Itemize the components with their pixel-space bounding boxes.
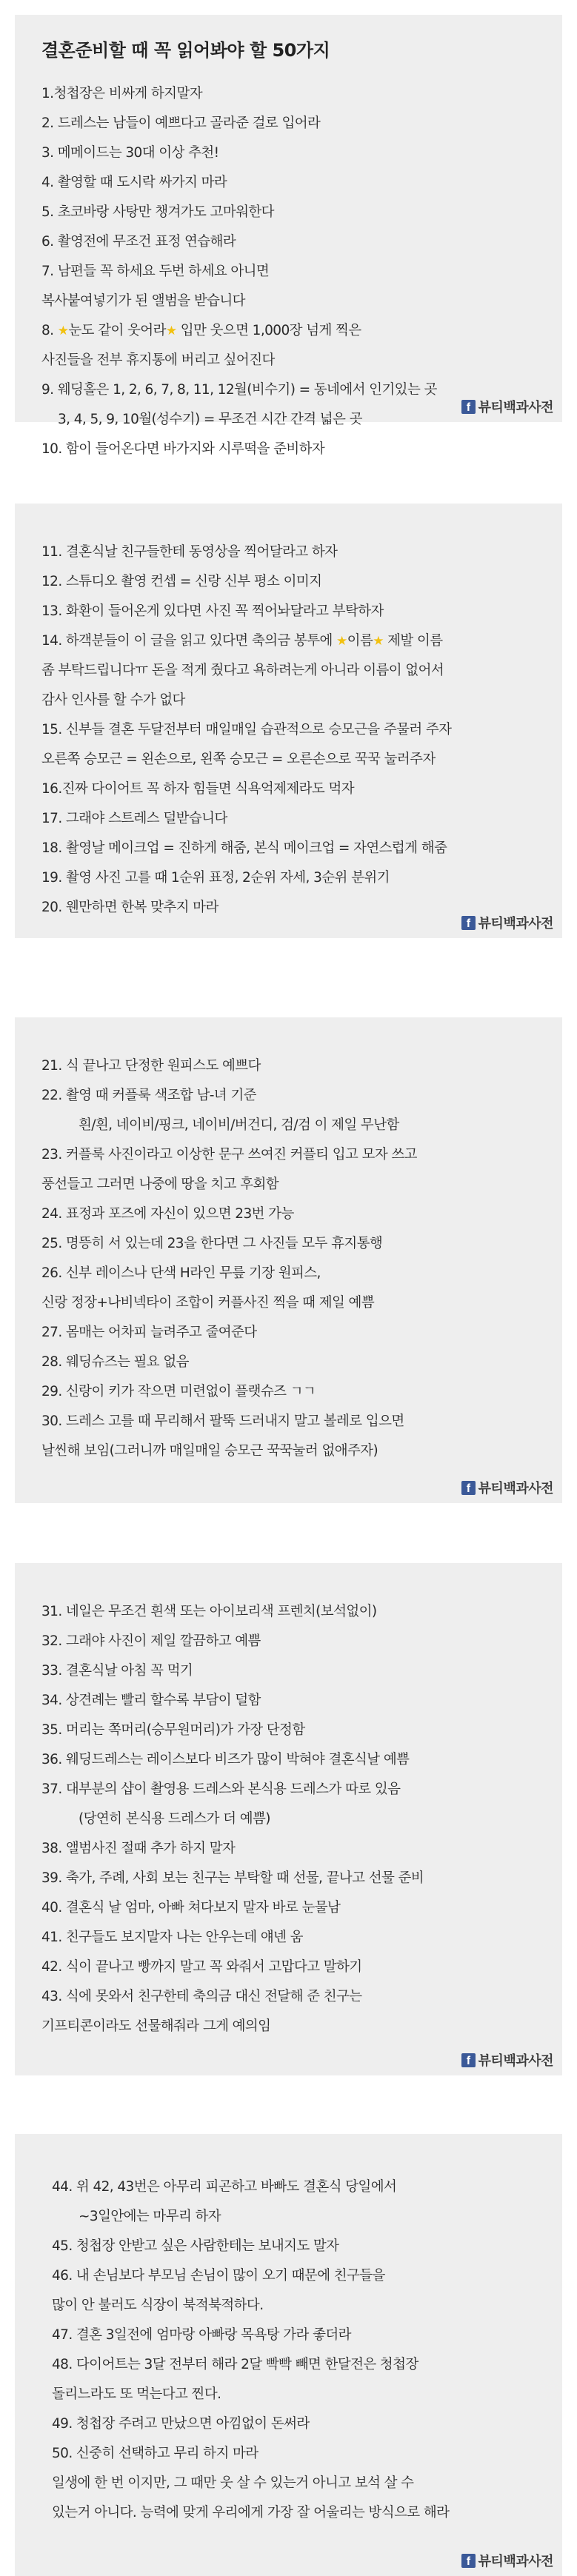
- list-item: 42. 식이 끝나고 빵까지 말고 꼭 와줘서 고맙다고 말하기: [41, 1959, 362, 1975]
- list-item: ~3일안에는 마무리 하자: [79, 2209, 221, 2224]
- list-item: 50. 신중히 선택하고 무리 하지 마라: [52, 2446, 259, 2461]
- list-item: 39. 축가, 주례, 사회 보는 친구는 부탁할 때 선물, 끝나고 선물 준비: [41, 1870, 424, 1886]
- brand-logo: f 뷰티백과사전: [461, 2551, 553, 2570]
- star-icon: ★: [57, 324, 69, 338]
- list-item: 사진들을 전부 휴지통에 버리고 싶어진다: [41, 352, 275, 368]
- panel-2: [15, 504, 562, 938]
- list-item: 흰/흰, 네이비/핑크, 네이비/버건디, 검/검 이 제일 무난함: [79, 1117, 399, 1133]
- list-item: 19. 촬영 사진 고를 때 1순위 표정, 2순위 자세, 3순위 분위기: [41, 870, 390, 886]
- brand-logo: f 뷰티백과사전: [461, 2050, 553, 2070]
- list-item: 40. 결혼식 날 엄마, 아빠 쳐다보지 말자 바로 눈물남: [41, 1900, 341, 1916]
- list-item: 46. 내 손님보다 부모님 손님이 많이 오기 때문에 친구들을: [52, 2268, 385, 2284]
- list-item: 날씬해 보임(그러니까 매일매일 승모근 꾹꾹눌러 없애주자): [41, 1443, 378, 1459]
- facebook-icon: f: [461, 1481, 476, 1495]
- list-item: 5. 초코바랑 사탕만 챙겨가도 고마워한다: [41, 204, 274, 220]
- list-item: 10. 함이 들어온다면 바가지와 시루떡을 준비하자: [41, 441, 325, 457]
- list-item: 15. 신부들 결혼 두달전부터 매일매일 습관적으로 승모근을 주물러 주자: [41, 722, 452, 737]
- list-item: 2. 드레스는 남들이 예쁘다고 골라준 걸로 입어라: [41, 116, 321, 131]
- list-item: 좀 부탁드립니다ㅠ 돈을 적게 줬다고 욕하려는게 아니라 이름이 없어서: [41, 663, 444, 678]
- list-item: 31. 네일은 무조건 흰색 또는 아이보리색 프렌치(보석없이): [41, 1604, 377, 1619]
- item-text: 눈도 같이 웃어라: [68, 323, 166, 338]
- list-item: 43. 식에 못와서 친구한테 축의금 대신 전달해 준 친구는: [41, 1989, 362, 2004]
- list-item: 6. 촬영전에 무조건 표정 연습해라: [41, 234, 236, 250]
- list-item: 23. 커플룩 사진이라고 이상한 문구 쓰여진 커플티 입고 모자 쓰고: [41, 1147, 417, 1162]
- list-item: 45. 청첩장 안받고 싶은 사람한테는 보내지도 말자: [52, 2238, 339, 2254]
- list-item: 44. 위 42, 43번은 아무리 피곤하고 바빠도 결혼식 당일에서: [52, 2179, 397, 2195]
- list-item: 35. 머리는 쪽머리(승무원머리)가 가장 단정함: [41, 1722, 305, 1738]
- list-item: 풍선들고 그러면 나중에 땅을 치고 후회함: [41, 1177, 279, 1192]
- list-item: 13. 화환이 들어온게 있다면 사진 꼭 찍어놔달라고 부탁하자: [41, 603, 384, 619]
- facebook-icon: f: [461, 916, 476, 930]
- list-item: 47. 결혼 3일전에 엄마랑 아빠랑 목욕탕 가라 좋더라: [52, 2327, 351, 2343]
- list-item: 3, 4, 5, 9, 10월(성수기) = 무조건 시간 간격 넓은 곳: [58, 412, 362, 427]
- list-item: 48. 다이어트는 3달 전부터 해라 2달 빡빡 빼면 한달전은 청첩장: [52, 2357, 418, 2372]
- list-item: 4. 촬영할 때 도시락 싸가지 마라: [41, 175, 227, 190]
- list-item: 돌리느라도 또 먹는다고 찐다.: [52, 2386, 221, 2402]
- list-item: 26. 신부 레이스나 단색 H라인 무릎 기장 원피스,: [41, 1265, 321, 1281]
- list-item: 신랑 정장+나비넥타이 조합이 커플사진 찍을 때 제일 예쁨: [41, 1295, 375, 1311]
- list-item: 24. 표정과 포즈에 자신이 있으면 23번 가능: [41, 1206, 294, 1222]
- list-item: 많이 안 불러도 식장이 북적북적하다.: [52, 2298, 264, 2313]
- page-title: 결혼준비할 때 꼭 읽어봐야 할 50가지: [41, 40, 330, 61]
- list-item: 있는거 아니다. 능력에 맞게 우리에게 가장 잘 어울리는 방식으로 해라: [52, 2505, 450, 2520]
- star-icon: ★: [336, 634, 347, 649]
- panel-5: [15, 2134, 562, 2576]
- list-item: 일생에 한 번 이지만, 그 때만 웃 살 수 있는거 아니고 보석 살 수: [52, 2475, 414, 2491]
- list-item: 38. 앨범사진 절때 추가 하지 말자: [41, 1841, 236, 1856]
- list-item: 18. 촬영날 메이크업 = 진하게 해줌, 본식 메이크업 = 자연스럽게 해줌: [41, 840, 447, 856]
- list-item: 3. 메메이드는 30대 이상 추천!: [41, 145, 219, 161]
- list-item: 복사붙여넣기가 된 앨범을 받습니다: [41, 293, 245, 309]
- list-item: 11. 결혼식날 친구들한테 동영상을 찍어달라고 하자: [41, 544, 338, 560]
- list-item: 29. 신랑이 키가 작으면 미련없이 플랫슈즈 ㄱㄱ: [41, 1384, 316, 1399]
- list-item: 37. 대부분의 샵이 촬영용 드레스와 본식용 드레스가 따로 있음: [41, 1782, 401, 1797]
- list-item: 16.진짜 다이어트 꼭 하자 힘들면 식욕억제제라도 먹자: [41, 781, 354, 797]
- item-text: 14. 하객분들이 이 글을 읽고 있다면 축의금 봉투에: [41, 633, 337, 649]
- list-item: 25. 명뜽히 서 있는데 23을 한다면 그 사진들 모두 휴지통행: [41, 1236, 383, 1251]
- list-item: 기프티콘이라도 선물해줘라 그게 예의임: [41, 2018, 271, 2034]
- list-item: 36. 웨딩드레스는 레이스보다 비즈가 많이 박혀야 결혼식날 예쁨: [41, 1752, 410, 1767]
- list-item: 41. 친구들도 보지말자 나는 안우는데 얘넨 움: [41, 1930, 303, 1945]
- brand-logo: f 뷰티백과사전: [461, 1478, 553, 1497]
- list-item: 28. 웨딩슈즈는 필요 없음: [41, 1354, 189, 1370]
- list-item: (당연히 본식용 드레스가 더 예쁨): [79, 1811, 270, 1827]
- list-item: 30. 드레스 고를 때 무리해서 팔뚝 드러내지 말고 볼레로 입으면: [41, 1414, 404, 1429]
- item-text: 제발 이름: [383, 633, 443, 649]
- panel-3: [15, 1017, 562, 1503]
- list-item: [31, 316, 546, 346]
- list-item: 오른쪽 승모근 = 왼손으로, 왼쪽 승모근 = 오른손으로 꾹꾹 눌러주자: [41, 752, 436, 767]
- star-icon: ★: [165, 324, 177, 338]
- facebook-icon: f: [461, 2554, 476, 2568]
- facebook-icon: f: [461, 400, 476, 414]
- item-text: 입만 웃으면 1,000장 넘게 찍은: [176, 323, 361, 338]
- list-item: 9. 웨딩홀은 1, 2, 6, 7, 8, 11, 12월(비수기) = 동네에서 인기있는 곳: [41, 382, 437, 398]
- panel-1: [15, 15, 562, 457]
- brand-logo: f 뷰티백과사전: [461, 913, 553, 932]
- list-item: 감사 인사를 할 수가 없다: [41, 692, 185, 708]
- list-item: 32. 그래야 사진이 제일 깔끔하고 예쁨: [41, 1633, 261, 1649]
- facebook-icon: f: [461, 2053, 476, 2067]
- list-item: 17. 그래야 스트레스 덜받습니다: [41, 811, 227, 826]
- item-number: 8.: [41, 323, 58, 338]
- list-item: 27. 몸매는 어차피 늘려주고 줄여준다: [41, 1325, 257, 1340]
- star-icon: ★: [373, 634, 384, 649]
- list-item: 22. 촬영 때 커플룩 색조합 남-녀 기준: [41, 1088, 256, 1103]
- brand-logo: f 뷰티백과사전: [461, 397, 553, 416]
- list-item: 34. 상견례는 빨리 할수록 부담이 덜함: [41, 1693, 261, 1708]
- panel-4: [15, 1563, 562, 2075]
- list-item: 12. 스튜디오 촬영 컨셉 = 신랑 신부 평소 이미지: [41, 574, 322, 589]
- list-item: 1.청첩장은 비싸게 하지말자: [41, 86, 202, 101]
- list-item: 33. 결혼식날 아침 꼭 먹기: [41, 1663, 193, 1679]
- list-item: 49. 청첩장 주려고 만났으면 아낌없이 돈써라: [52, 2416, 310, 2432]
- list-item: 20. 웬만하면 한복 맞추지 마라: [41, 900, 219, 915]
- list-item: 21. 식 끝나고 단정한 원피스도 예쁘다: [41, 1058, 261, 1074]
- item-text: 이름: [347, 633, 373, 649]
- list-item: 7. 남편들 꼭 하세요 두번 하세요 아니면: [41, 264, 270, 279]
- list-item: [31, 626, 546, 656]
